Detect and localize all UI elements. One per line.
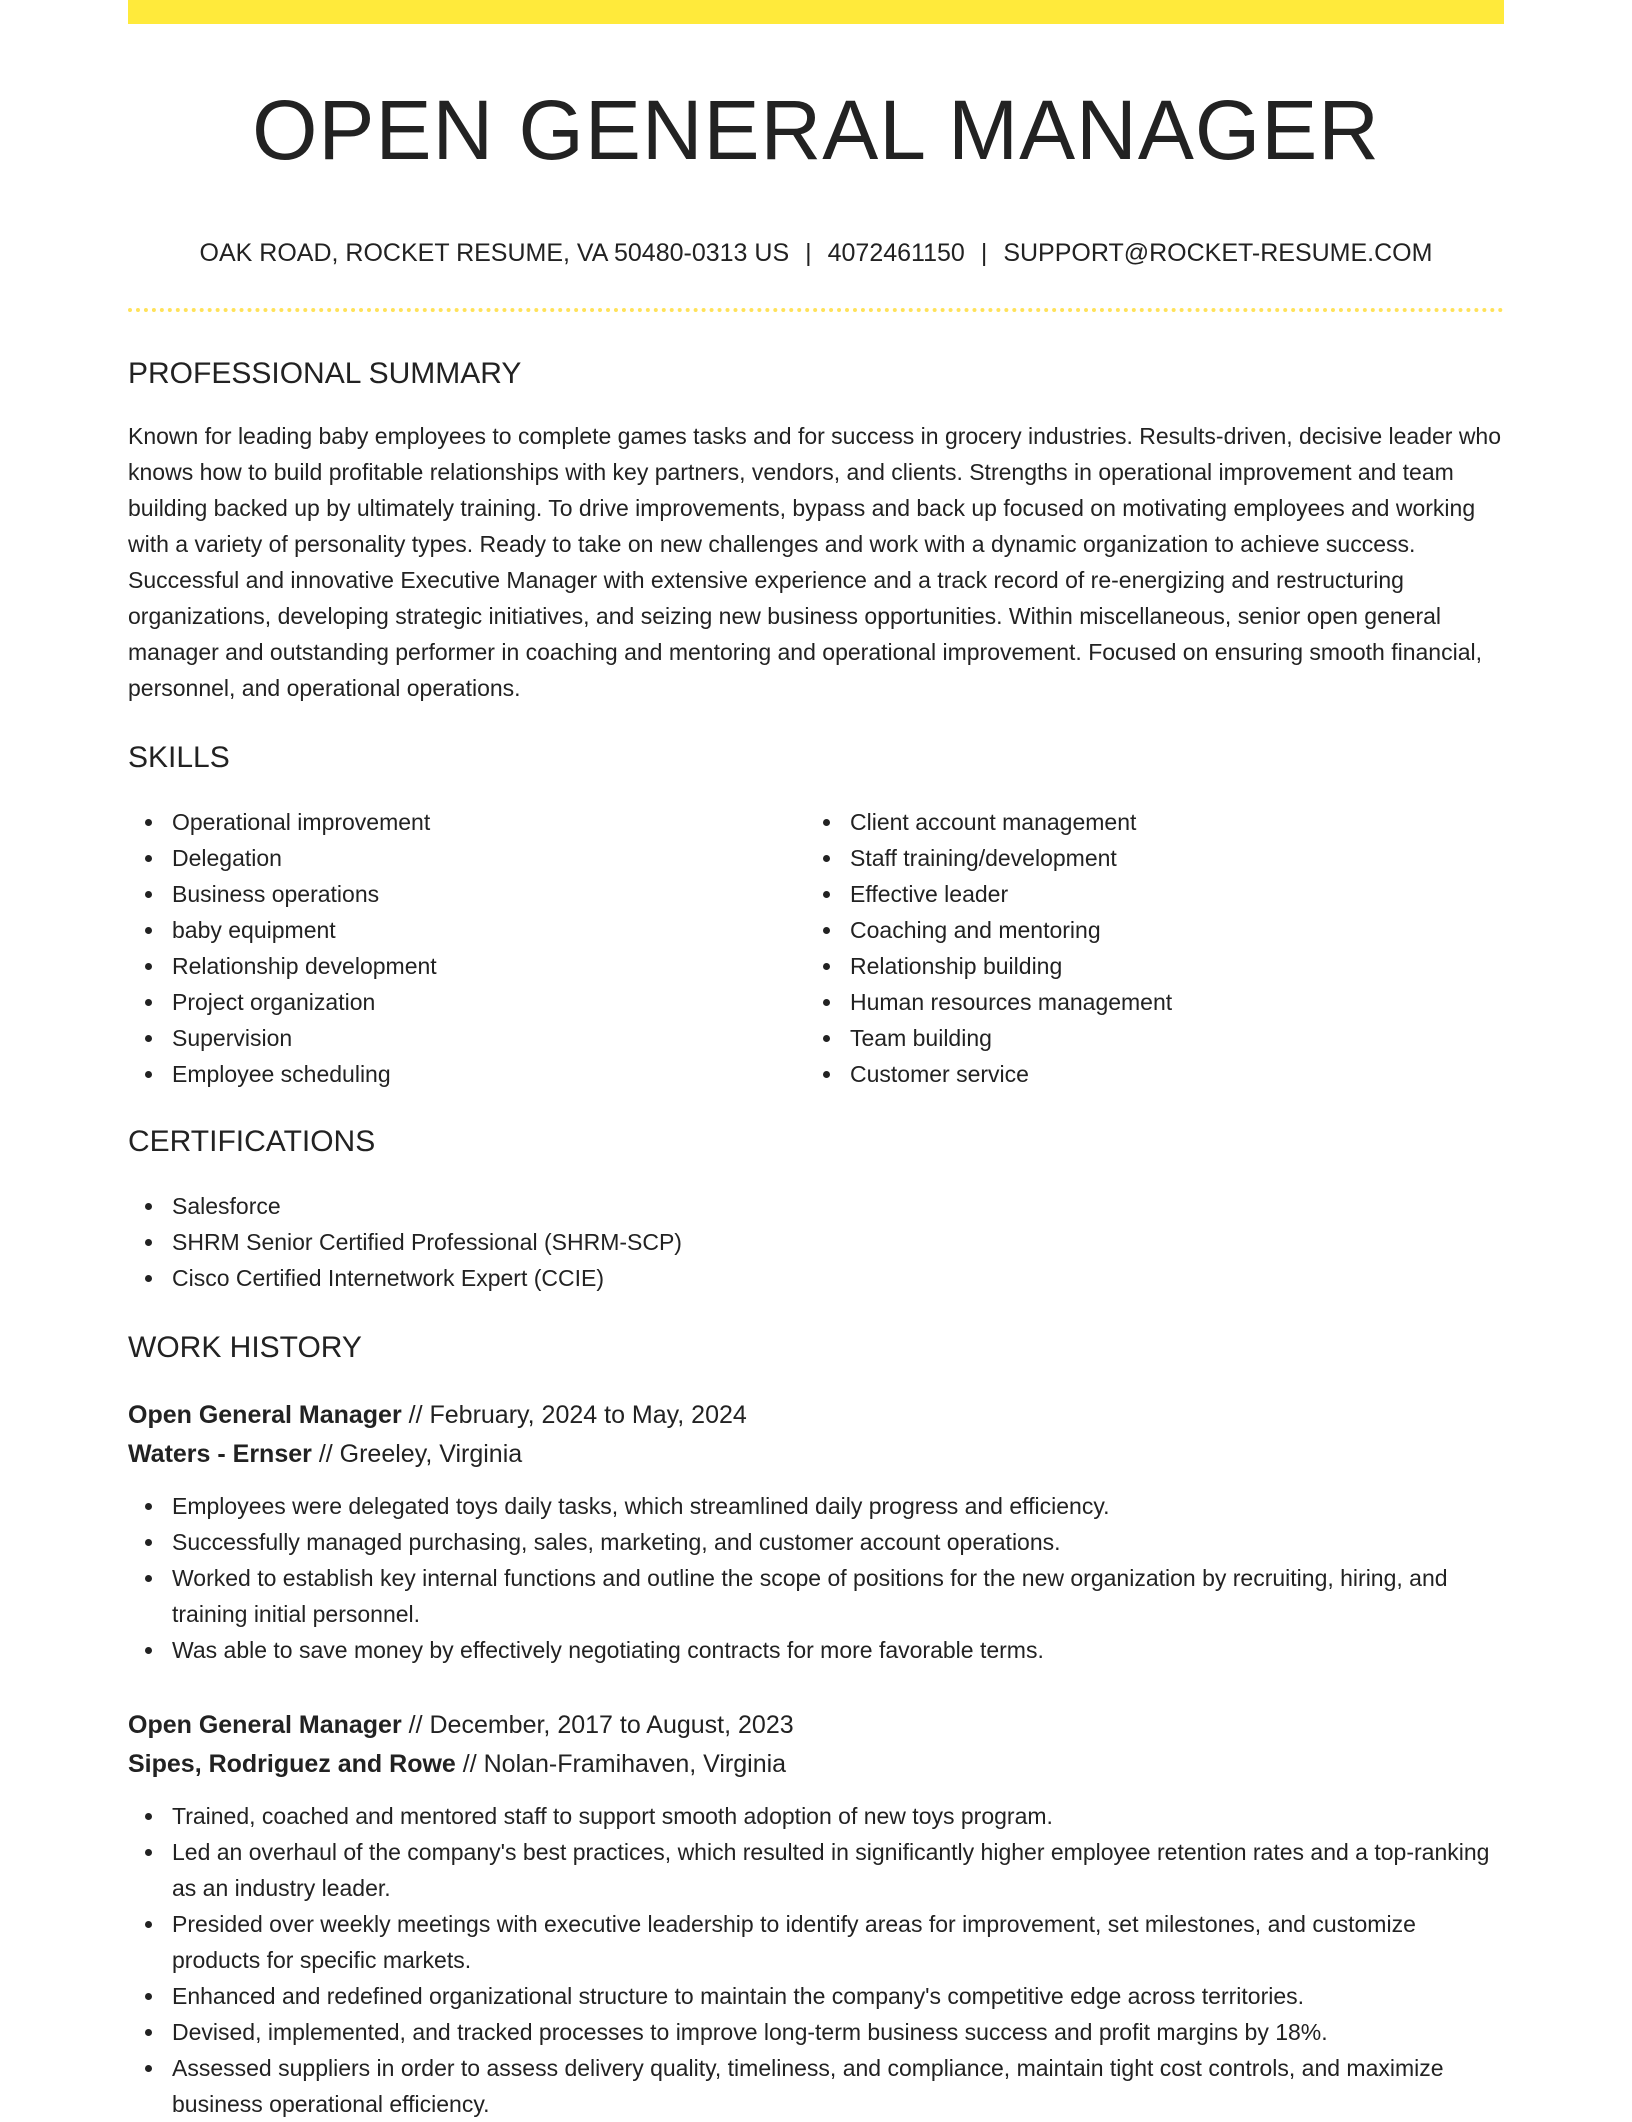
header-divider [128, 308, 1504, 312]
resume-name: OPEN GENERAL MANAGER [252, 83, 1380, 177]
skill-item: Supervision [172, 1020, 806, 1056]
certification-item: Cisco Certified Internetwork Expert (CCIE) [172, 1260, 1504, 1296]
skill-item: Effective leader [850, 876, 1484, 912]
skills-column-right [806, 804, 1484, 1092]
contact-separator: | [980, 239, 988, 268]
contact-address: OAK ROAD, ROCKET RESUME, VA 50480-0313 US [199, 239, 790, 268]
job-bullet-list [128, 1488, 1504, 1668]
job-title-line [128, 1706, 1504, 1745]
skill-item: Relationship building [850, 948, 1484, 984]
job-bullet: Worked to establish key internal functions and outline the scope of positions for the new organization by recruiting, hiring, and training initial personnel. [172, 1560, 1504, 1632]
job-bullet: Presided over weekly meetings with executive leadership to identify areas for improvement, set milestones, and customize products for specific markets. [172, 1906, 1504, 1978]
skill-item: Business operations [172, 876, 806, 912]
job-bullet: Assessed suppliers in order to assess delivery quality, timeliness, and compliance, maintain tight cost controls, and maximize business operational efficiency. [172, 2050, 1504, 2122]
skills-heading: SKILLS [128, 741, 230, 775]
skill-item: Client account management [850, 804, 1484, 840]
job-company: Waters - Ernser [128, 1440, 312, 1469]
skill-item: Project organization [172, 984, 806, 1020]
work-history-heading: WORK HISTORY [128, 1331, 362, 1365]
job-bullet: Successfully managed purchasing, sales, marketing, and customer account operations. [172, 1524, 1504, 1560]
job-bullet: Devised, implemented, and tracked processes to improve long-term business success and profit margins by 18%. [172, 2014, 1504, 2050]
skills-column-left [128, 804, 806, 1092]
skill-item: Team building [850, 1020, 1484, 1056]
job-company: Sipes, Rodriguez and Rowe [128, 1750, 456, 1779]
summary-text: Known for leading baby employees to complete games tasks and for success in grocery industries. Results-driven, decisive leader who knows how to build profitable relationships with key partners, vendors, and clients. Strengths in operational improvement and team building backed up by ultimately training. To drive improvements, bypass and back up focused on motivating employees and working with a variety of personality types. Ready to take on new challenges and work with a dynamic organization to achieve success. Successful and innovative Executive Manager with extensive experience and a track record of re-energizing and restructuring organizations, developing strategic initiatives, and seizing new business opportunities. Within miscellaneous, senior open general manager and outstanding performer in coaching and mentoring and operational improvement. Focused on ensuring smooth financial, personnel, and operational operations. [128, 423, 1502, 702]
job-position: Open General Manager [128, 1401, 402, 1430]
accent-bar [128, 0, 1504, 24]
job-location: // Nolan-Framihaven, Virginia [455, 1750, 787, 1779]
job-bullet: Was able to save money by effectively negotiating contracts for more favorable terms. [172, 1632, 1504, 1668]
contact-line [128, 238, 1504, 268]
contact-separator: | [805, 239, 812, 268]
skill-item: Delegation [172, 840, 806, 876]
skill-item: Human resources management [850, 984, 1484, 1020]
skill-item: Employee scheduling [172, 1056, 806, 1092]
skill-item: Staff training/development [850, 840, 1484, 876]
skill-item: Relationship development [172, 948, 806, 984]
skill-item: Customer service [850, 1056, 1484, 1092]
job-location: // Greeley, Virginia [311, 1440, 523, 1469]
contact-email: SUPPORT@ROCKET-RESUME.COM [1003, 239, 1433, 268]
job-dates: // February, 2024 to May, 2024 [401, 1401, 747, 1430]
certification-item: SHRM Senior Certified Professional (SHRM-SCP) [172, 1224, 1504, 1260]
skills-list-left [128, 804, 806, 1092]
skill-item: Operational improvement [172, 804, 806, 840]
job-company-line [128, 1435, 1504, 1474]
job-bullet: Trained, coached and mentored staff to support smooth adoption of new toys program. [172, 1798, 1504, 1834]
skills-columns [128, 804, 1504, 1092]
job-company-line [128, 1745, 1504, 1784]
job-entry [128, 1706, 1504, 2122]
job-dates: // December, 2017 to August, 2023 [401, 1711, 794, 1740]
job-bullet-list [128, 1798, 1504, 2122]
job-position: Open General Manager [128, 1711, 402, 1740]
contact-phone: 4072461150 [827, 239, 965, 268]
certifications-heading: CERTIFICATIONS [128, 1125, 376, 1159]
skill-item: baby equipment [172, 912, 806, 948]
job-entry [128, 1396, 1504, 1668]
job-bullet: Enhanced and redefined organizational structure to maintain the company's competitive edge across territories. [172, 1978, 1504, 2014]
job-bullet: Led an overhaul of the company's best practices, which resulted in significantly higher employee retention rates and a top-ranking as an industry leader. [172, 1834, 1504, 1906]
job-bullet: Employees were delegated toys daily tasks, which streamlined daily progress and efficiency. [172, 1488, 1504, 1524]
skills-list-right [806, 804, 1484, 1092]
resume-page [128, 0, 1504, 2122]
certifications-list [128, 1188, 1504, 1296]
certification-item: Salesforce [172, 1188, 1504, 1224]
summary-heading: PROFESSIONAL SUMMARY [128, 357, 522, 391]
skill-item: Coaching and mentoring [850, 912, 1484, 948]
job-title-line [128, 1396, 1504, 1435]
